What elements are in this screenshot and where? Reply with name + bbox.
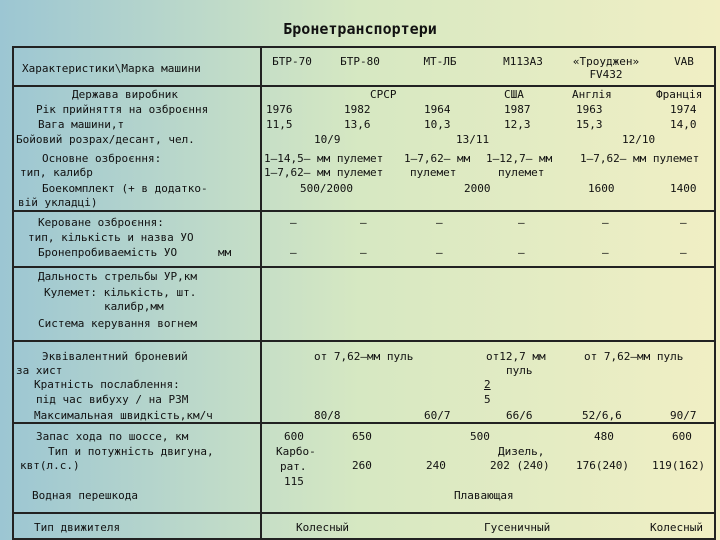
row-label: вій укладці) (18, 196, 98, 209)
cell: 1400 (670, 182, 697, 195)
row-label: за хист (16, 364, 63, 377)
cell: Франція (656, 88, 703, 101)
row-label: Максимальная швидкість,км/ч (34, 409, 213, 422)
cell: 2000 (464, 182, 491, 195)
row-label: тип, кількість и назва УО (28, 231, 194, 244)
cell: 1–7,62– мм пулемет (264, 166, 384, 179)
row-label: Кероване озброєння: (38, 216, 164, 229)
table-divider (14, 340, 714, 342)
row-label: Запас хода по шоссе, км (36, 430, 189, 443)
model-btr70: БТР-70 (272, 55, 312, 68)
cell: – (680, 246, 687, 259)
row-label: Бронепробиваемість УО (38, 246, 178, 259)
cell: Англія (572, 88, 612, 101)
table-divider (14, 85, 714, 87)
table-divider (14, 210, 714, 212)
row-label: Боекомплект (+ в додатко- (42, 182, 208, 195)
cell: рат. (280, 460, 307, 473)
page-title: Бронетранспортери (283, 20, 437, 38)
table-divider (260, 48, 262, 538)
cell: 1964 (424, 103, 451, 116)
cell: – (602, 246, 609, 259)
cell: 1–7,62– мм пулемет (580, 152, 700, 165)
cell: – (436, 246, 443, 259)
cell: 1976 (266, 103, 293, 116)
cell: 66/6 (506, 409, 533, 422)
cell: 202 (240) (490, 459, 550, 472)
cell: 115 (284, 475, 304, 488)
cell: Гусеничный (484, 521, 551, 534)
row-label: Эквівалентний броневий (42, 350, 188, 363)
cell: 119(162) (652, 459, 705, 472)
cell: от 7,62–мм пуль (314, 350, 414, 363)
cell: пулемет (498, 166, 545, 179)
cell: 480 (594, 430, 614, 443)
row-label: Система керування вогнем (38, 317, 197, 330)
row-label: під час вибуху / на РЗМ (36, 393, 189, 406)
cell: 12,3 (504, 118, 531, 131)
cell: 1600 (588, 182, 615, 195)
cell: 52/6,6 (582, 409, 622, 422)
row-label: Тип движителя (34, 521, 121, 534)
row-label: Водная перешкода (32, 489, 138, 502)
cell: 1974 (670, 103, 697, 116)
row-label: Вага машини,т (38, 118, 125, 131)
cell: 13,6 (344, 118, 371, 131)
cell: – (518, 216, 525, 229)
cell: 12/10 (622, 133, 656, 146)
cell: 500/2000 (300, 182, 353, 195)
row-label: Основне озброєння: (42, 152, 162, 165)
cell: Колесный (296, 521, 349, 534)
cell: – (518, 246, 525, 259)
cell: 1–12,7– мм (486, 152, 553, 165)
cell: – (360, 246, 367, 259)
row-label: Держава виробник (72, 88, 178, 101)
model-fv432: «Троуджен» FV432 (572, 55, 640, 81)
cell: 1987 (504, 103, 531, 116)
table-divider (14, 512, 714, 514)
cell: Колесный (650, 521, 703, 534)
cell: 14,0 (670, 118, 697, 131)
cell: 60/7 (424, 409, 451, 422)
cell: 10,3 (424, 118, 451, 131)
cell: – (436, 216, 443, 229)
row-label: Кратність послаблення: (34, 378, 180, 391)
cell: 260 (352, 459, 372, 472)
cell: 500 (470, 430, 490, 443)
cell: 600 (284, 430, 304, 443)
cell: 1982 (344, 103, 371, 116)
cell: Дизель, (498, 445, 545, 458)
cell: 240 (426, 459, 446, 472)
cell: 600 (672, 430, 692, 443)
cell: – (602, 216, 609, 229)
table-divider (14, 422, 714, 424)
cell: СРСР (370, 88, 397, 101)
row-label: квт(л.с.) (20, 459, 80, 472)
spec-table (12, 46, 716, 540)
cell: 11,5 (266, 118, 293, 131)
cell: 5 (484, 393, 491, 406)
row-label: Кулемет: кількість, шт. (44, 286, 197, 299)
header-row-label: Характеристики\Марка машини (22, 62, 201, 75)
cell: пуль (506, 364, 533, 377)
row-label: Бойовий розрах/десант, чел. (16, 133, 195, 146)
model-btr80: БТР-80 (340, 55, 380, 68)
cell: – (290, 216, 297, 229)
row-label: Тип и потужність двигуна, (48, 445, 214, 458)
row-unit: мм (218, 246, 232, 259)
cell: 1–14,5– мм пулемет (264, 152, 384, 165)
row-label: Дальность стрельбы УР,км (38, 270, 197, 283)
cell: 650 (352, 430, 372, 443)
cell: 1–7,62– мм (404, 152, 471, 165)
row-label: калибр,мм (104, 300, 164, 313)
table-divider (14, 266, 714, 268)
cell: – (680, 216, 687, 229)
cell: Плавающая (454, 489, 514, 502)
cell: 176(240) (576, 459, 629, 472)
cell: 80/8 (314, 409, 341, 422)
cell: 13/11 (456, 133, 490, 146)
model-mtlb: МТ-ЛБ (423, 55, 457, 68)
cell: США (504, 88, 524, 101)
cell: 15,3 (576, 118, 603, 131)
cell: от 7,62–мм пуль (584, 350, 684, 363)
cell: от12,7 мм (486, 350, 546, 363)
cell: пулемет (410, 166, 457, 179)
row-label: Рік прийняття на озброєння (36, 103, 209, 116)
model-vab: VAB (674, 55, 694, 68)
cell: Карбо- (276, 445, 316, 458)
cell: – (290, 246, 297, 259)
cell: 90/7 (670, 409, 697, 422)
cell: 1963 (576, 103, 603, 116)
cell: – (360, 216, 367, 229)
model-m113a3: М113А3 (503, 55, 543, 68)
row-label: тип, калибр (20, 166, 93, 179)
cell: 10/9 (314, 133, 341, 146)
cell: 2 (484, 378, 491, 391)
